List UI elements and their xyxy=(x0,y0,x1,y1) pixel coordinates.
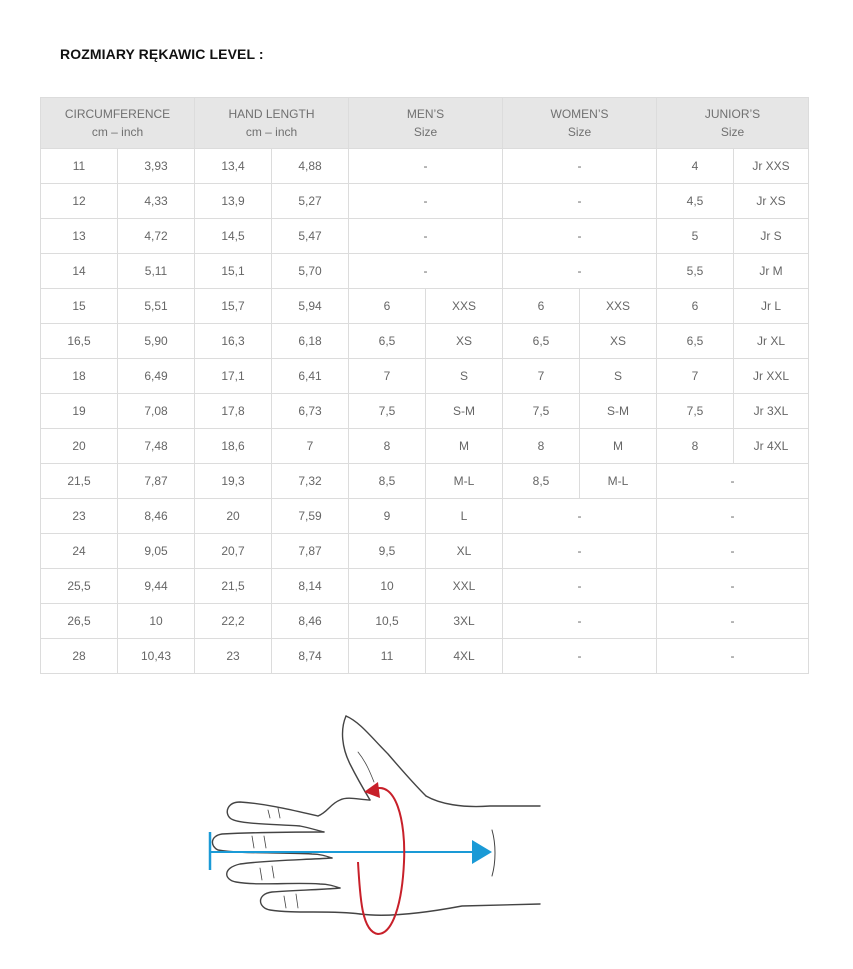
juniors-size-label-cell: Jr XXS xyxy=(734,149,809,184)
circumference-cm-cell: 16,5 xyxy=(41,324,118,359)
juniors-size-label-cell: Jr XL xyxy=(734,324,809,359)
womens-size-label-cell: XS xyxy=(580,324,657,359)
circumference-inch-cell: 7,48 xyxy=(118,429,195,464)
juniors-size-number-cell: 4,5 xyxy=(657,184,734,219)
table-row xyxy=(41,359,809,394)
header-womens-unit: Size xyxy=(567,125,592,139)
mens-size-number-cell: 9 xyxy=(349,499,426,534)
hand-length-inch-cell: 8,74 xyxy=(272,639,349,674)
womens-size-number-cell: 8 xyxy=(503,429,580,464)
juniors-size-number-cell: 6,5 xyxy=(657,324,734,359)
juniors-size-number-cell: 5,5 xyxy=(657,254,734,289)
womens-size-number-cell: 7,5 xyxy=(503,394,580,429)
hand-length-cm-cell: 20,7 xyxy=(195,534,272,569)
mens-size-number-cell: 10 xyxy=(349,569,426,604)
mens-size-number-cell: 6,5 xyxy=(349,324,426,359)
table-row xyxy=(41,324,809,359)
juniors-size-number-cell: 5 xyxy=(657,219,734,254)
hand-length-inch-cell: 6,41 xyxy=(272,359,349,394)
hand-length-inch-cell: 7,59 xyxy=(272,499,349,534)
circumference-inch-cell: 7,08 xyxy=(118,394,195,429)
table-row xyxy=(41,184,809,219)
womens-size-empty-cell: - xyxy=(503,219,657,254)
juniors-size-number-cell: 8 xyxy=(657,429,734,464)
hand-length-cm-cell: 15,1 xyxy=(195,254,272,289)
circumference-inch-cell: 3,93 xyxy=(118,149,195,184)
hand-length-inch-cell: 6,18 xyxy=(272,324,349,359)
circumference-inch-cell: 10 xyxy=(118,604,195,639)
mens-size-empty-cell: - xyxy=(349,149,503,184)
circumference-inch-cell: 10,43 xyxy=(118,639,195,674)
table-row xyxy=(41,429,809,464)
hand-length-cm-cell: 16,3 xyxy=(195,324,272,359)
juniors-size-empty-cell: - xyxy=(657,569,809,604)
hand-length-inch-cell: 8,14 xyxy=(272,569,349,604)
header-mens-unit: Size xyxy=(413,125,438,139)
circumference-inch-cell: 4,33 xyxy=(118,184,195,219)
womens-size-number-cell: 6 xyxy=(503,289,580,324)
hand-length-inch-cell: 7,32 xyxy=(272,464,349,499)
womens-size-number-cell: 7 xyxy=(503,359,580,394)
header-juniors-name: JUNIOR’S xyxy=(704,107,761,121)
juniors-size-number-cell: 7,5 xyxy=(657,394,734,429)
hand-length-cm-cell: 13,9 xyxy=(195,184,272,219)
hand-measurement-icon xyxy=(200,712,560,942)
table-row xyxy=(41,219,809,254)
circumference-inch-cell: 7,87 xyxy=(118,464,195,499)
circumference-cm-cell: 20 xyxy=(41,429,118,464)
circumference-cm-cell: 11 xyxy=(41,149,118,184)
circumference-cm-cell: 19 xyxy=(41,394,118,429)
circumference-cm-cell: 24 xyxy=(41,534,118,569)
hand-length-inch-cell: 6,73 xyxy=(272,394,349,429)
table-row xyxy=(41,464,809,499)
circumference-cm-cell: 15 xyxy=(41,289,118,324)
mens-size-label-cell: XL xyxy=(426,534,503,569)
table-row xyxy=(41,149,809,184)
table-row xyxy=(41,394,809,429)
circumference-cm-cell: 18 xyxy=(41,359,118,394)
circumference-cm-cell: 13 xyxy=(41,219,118,254)
mens-size-number-cell: 8,5 xyxy=(349,464,426,499)
mens-size-label-cell: 4XL xyxy=(426,639,503,674)
circumference-inch-cell: 9,44 xyxy=(118,569,195,604)
juniors-size-label-cell: Jr M xyxy=(734,254,809,289)
header-circumference-unit: cm – inch xyxy=(91,125,144,139)
juniors-size-label-cell: Jr XXL xyxy=(734,359,809,394)
header-mens xyxy=(349,98,503,149)
header-womens xyxy=(503,98,657,149)
mens-size-label-cell: L xyxy=(426,499,503,534)
womens-size-empty-cell: - xyxy=(503,254,657,289)
womens-size-number-cell: 8,5 xyxy=(503,464,580,499)
circumference-cm-cell: 14 xyxy=(41,254,118,289)
womens-size-empty-cell: - xyxy=(503,499,657,534)
hand-length-cm-cell: 15,7 xyxy=(195,289,272,324)
mens-size-empty-cell: - xyxy=(349,184,503,219)
page-title: ROZMIARY RĘKAWIC LEVEL : xyxy=(60,46,264,62)
size-chart-table xyxy=(40,97,809,674)
circumference-cm-cell: 23 xyxy=(41,499,118,534)
hand-length-cm-cell: 14,5 xyxy=(195,219,272,254)
hand-length-cm-cell: 23 xyxy=(195,639,272,674)
hand-length-cm-cell: 22,2 xyxy=(195,604,272,639)
womens-size-label-cell: XXS xyxy=(580,289,657,324)
hand-length-cm-cell: 20 xyxy=(195,499,272,534)
mens-size-number-cell: 10,5 xyxy=(349,604,426,639)
hand-length-cm-cell: 18,6 xyxy=(195,429,272,464)
circumference-inch-cell: 9,05 xyxy=(118,534,195,569)
circumference-cm-cell: 21,5 xyxy=(41,464,118,499)
womens-size-label-cell: M xyxy=(580,429,657,464)
hand-length-cm-cell: 13,4 xyxy=(195,149,272,184)
table-body xyxy=(41,149,809,674)
circumference-inch-cell: 5,11 xyxy=(118,254,195,289)
juniors-size-empty-cell: - xyxy=(657,464,809,499)
header-womens-name: WOMEN’S xyxy=(550,107,609,121)
mens-size-empty-cell: - xyxy=(349,219,503,254)
mens-size-label-cell: XXL xyxy=(426,569,503,604)
hand-length-inch-cell: 5,70 xyxy=(272,254,349,289)
table-row xyxy=(41,569,809,604)
womens-size-label-cell: S-M xyxy=(580,394,657,429)
table-row xyxy=(41,499,809,534)
juniors-size-empty-cell: - xyxy=(657,499,809,534)
table-row xyxy=(41,604,809,639)
circumference-cm-cell: 28 xyxy=(41,639,118,674)
juniors-size-label-cell: Jr L xyxy=(734,289,809,324)
hand-length-cm-cell: 21,5 xyxy=(195,569,272,604)
juniors-size-label-cell: Jr S xyxy=(734,219,809,254)
header-juniors xyxy=(657,98,809,149)
mens-size-label-cell: M-L xyxy=(426,464,503,499)
juniors-size-number-cell: 4 xyxy=(657,149,734,184)
header-hand-length-name: HAND LENGTH xyxy=(228,107,315,121)
table-row xyxy=(41,639,809,674)
juniors-size-label-cell: Jr 4XL xyxy=(734,429,809,464)
mens-size-number-cell: 6 xyxy=(349,289,426,324)
hand-length-inch-cell: 8,46 xyxy=(272,604,349,639)
header-hand-length-unit: cm – inch xyxy=(245,125,298,139)
hand-length-inch-cell: 5,47 xyxy=(272,219,349,254)
mens-size-number-cell: 7,5 xyxy=(349,394,426,429)
circumference-inch-cell: 4,72 xyxy=(118,219,195,254)
hand-length-cm-cell: 19,3 xyxy=(195,464,272,499)
mens-size-number-cell: 8 xyxy=(349,429,426,464)
womens-size-empty-cell: - xyxy=(503,639,657,674)
mens-size-label-cell: XXS xyxy=(426,289,503,324)
circumference-inch-cell: 5,90 xyxy=(118,324,195,359)
mens-size-label-cell: S-M xyxy=(426,394,503,429)
mens-size-label-cell: M xyxy=(426,429,503,464)
juniors-size-empty-cell: - xyxy=(657,604,809,639)
juniors-size-number-cell: 7 xyxy=(657,359,734,394)
header-mens-name: MEN’S xyxy=(406,107,445,121)
header-juniors-unit: Size xyxy=(720,125,745,139)
juniors-size-empty-cell: - xyxy=(657,534,809,569)
table-row xyxy=(41,254,809,289)
juniors-size-empty-cell: - xyxy=(657,639,809,674)
womens-size-empty-cell: - xyxy=(503,569,657,604)
table-row xyxy=(41,534,809,569)
circumference-inch-cell: 5,51 xyxy=(118,289,195,324)
juniors-size-label-cell: Jr XS xyxy=(734,184,809,219)
mens-size-label-cell: 3XL xyxy=(426,604,503,639)
table-row xyxy=(41,289,809,324)
womens-size-empty-cell: - xyxy=(503,534,657,569)
circumference-inch-cell: 6,49 xyxy=(118,359,195,394)
hand-length-cm-cell: 17,1 xyxy=(195,359,272,394)
juniors-size-label-cell: Jr 3XL xyxy=(734,394,809,429)
hand-length-cm-cell: 17,8 xyxy=(195,394,272,429)
hand-length-inch-cell: 5,27 xyxy=(272,184,349,219)
hand-length-inch-cell: 4,88 xyxy=(272,149,349,184)
header-circumference-name: CIRCUMFERENCE xyxy=(64,107,171,121)
womens-size-empty-cell: - xyxy=(503,604,657,639)
circumference-cm-cell: 12 xyxy=(41,184,118,219)
hand-length-inch-cell: 5,94 xyxy=(272,289,349,324)
mens-size-label-cell: XS xyxy=(426,324,503,359)
circumference-cm-cell: 25,5 xyxy=(41,569,118,604)
mens-size-label-cell: S xyxy=(426,359,503,394)
womens-size-label-cell: S xyxy=(580,359,657,394)
womens-size-number-cell: 6,5 xyxy=(503,324,580,359)
hand-length-inch-cell: 7 xyxy=(272,429,349,464)
header-hand-length xyxy=(195,98,349,149)
mens-size-number-cell: 11 xyxy=(349,639,426,674)
circumference-cm-cell: 26,5 xyxy=(41,604,118,639)
mens-size-empty-cell: - xyxy=(349,254,503,289)
mens-size-number-cell: 7 xyxy=(349,359,426,394)
womens-size-empty-cell: - xyxy=(503,149,657,184)
table-header-row xyxy=(41,98,809,149)
womens-size-empty-cell: - xyxy=(503,184,657,219)
mens-size-number-cell: 9,5 xyxy=(349,534,426,569)
womens-size-label-cell: M-L xyxy=(580,464,657,499)
juniors-size-number-cell: 6 xyxy=(657,289,734,324)
circumference-inch-cell: 8,46 xyxy=(118,499,195,534)
header-circumference xyxy=(41,98,195,149)
hand-length-inch-cell: 7,87 xyxy=(272,534,349,569)
